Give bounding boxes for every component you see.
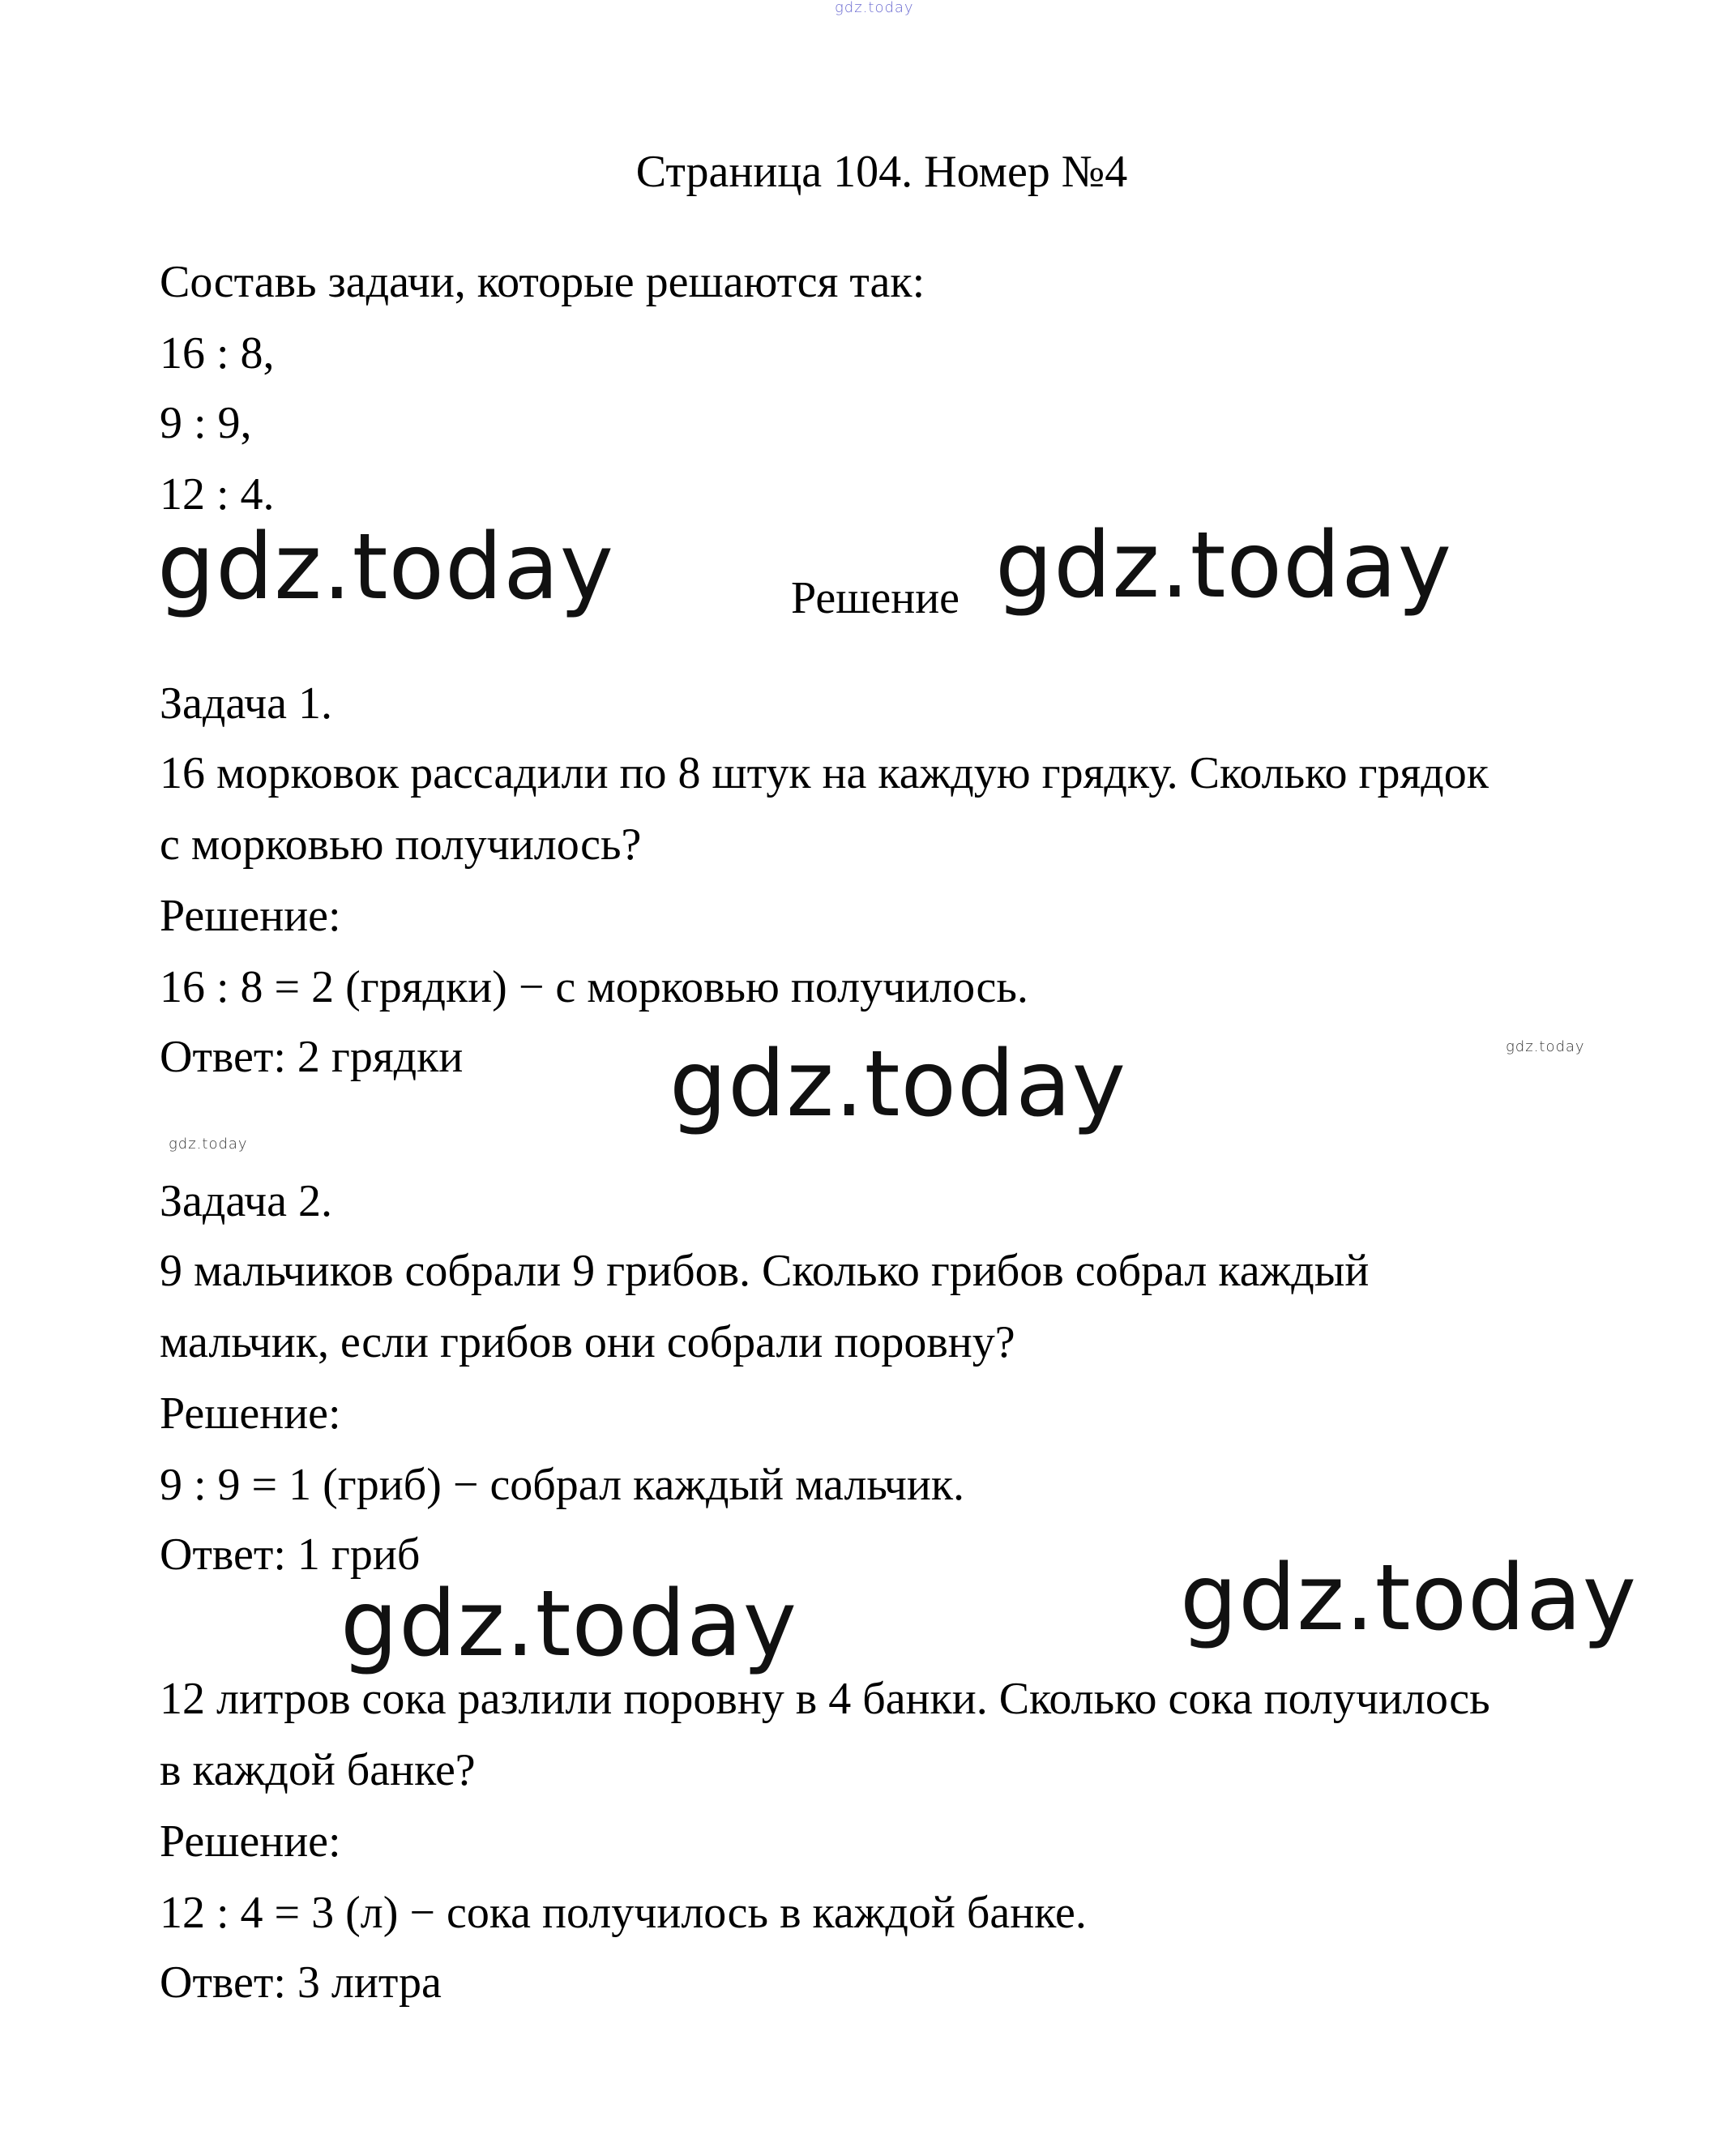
watermark-4: gdz.today: [340, 1572, 798, 1677]
watermark-small-1: gdz.today: [1506, 1038, 1585, 1055]
watermark-top: gdz.today: [835, 0, 914, 16]
watermark-1: gdz.today: [157, 515, 615, 620]
task1-text-line1: 16 морковок рассадили по 8 штук на каждую грядку. Сколько грядок: [160, 748, 1489, 798]
expression-3: 12 : 4.: [160, 469, 275, 520]
task3-text-line2: в каждой банке?: [160, 1745, 476, 1795]
task2-solution: 9 : 9 = 1 (гриб) − собрал каждый мальчик.: [160, 1460, 965, 1510]
task1-solution-label: Решение:: [160, 891, 341, 941]
task2-text-line2: мальчик, если грибов они собрали поровну?: [160, 1317, 1015, 1367]
expression-2: 9 : 9,: [160, 398, 252, 448]
watermark-2: gdz.today: [995, 513, 1453, 618]
task1-label: Задача 1.: [160, 678, 333, 729]
task2-solution-label: Решение:: [160, 1388, 341, 1439]
solution-heading: Решение: [791, 573, 960, 623]
task3-solution: 12 : 4 = 3 (л) − сока получилось в каждой банке.: [160, 1888, 1087, 1938]
task2-answer: Ответ: 1 гриб: [160, 1529, 421, 1580]
task3-answer: Ответ: 3 литра: [160, 1957, 442, 2008]
task1-solution: 16 : 8 = 2 (грядки) − с морковью получилось.: [160, 962, 1028, 1012]
watermark-3: gdz.today: [669, 1032, 1127, 1137]
task2-label: Задача 2.: [160, 1176, 333, 1226]
page-title: Страница 104. Номер №4: [635, 147, 1128, 197]
task1-text-line2: с морковью получилось?: [160, 819, 642, 870]
task3-solution-label: Решение:: [160, 1816, 341, 1867]
task2-text-line1: 9 мальчиков собрали 9 грибов. Сколько грибов собрал каждый: [160, 1246, 1370, 1296]
watermark-5: gdz.today: [1180, 1546, 1638, 1651]
task1-answer: Ответ: 2 грядки: [160, 1032, 464, 1082]
watermark-small-2: gdz.today: [169, 1136, 248, 1153]
expression-1: 16 : 8,: [160, 328, 275, 379]
task-prompt: Составь задачи, которые решаются так:: [160, 257, 925, 307]
task3-text-line1: 12 литров сока разлили поровну в 4 банки. Сколько сока получилось: [160, 1674, 1490, 1724]
